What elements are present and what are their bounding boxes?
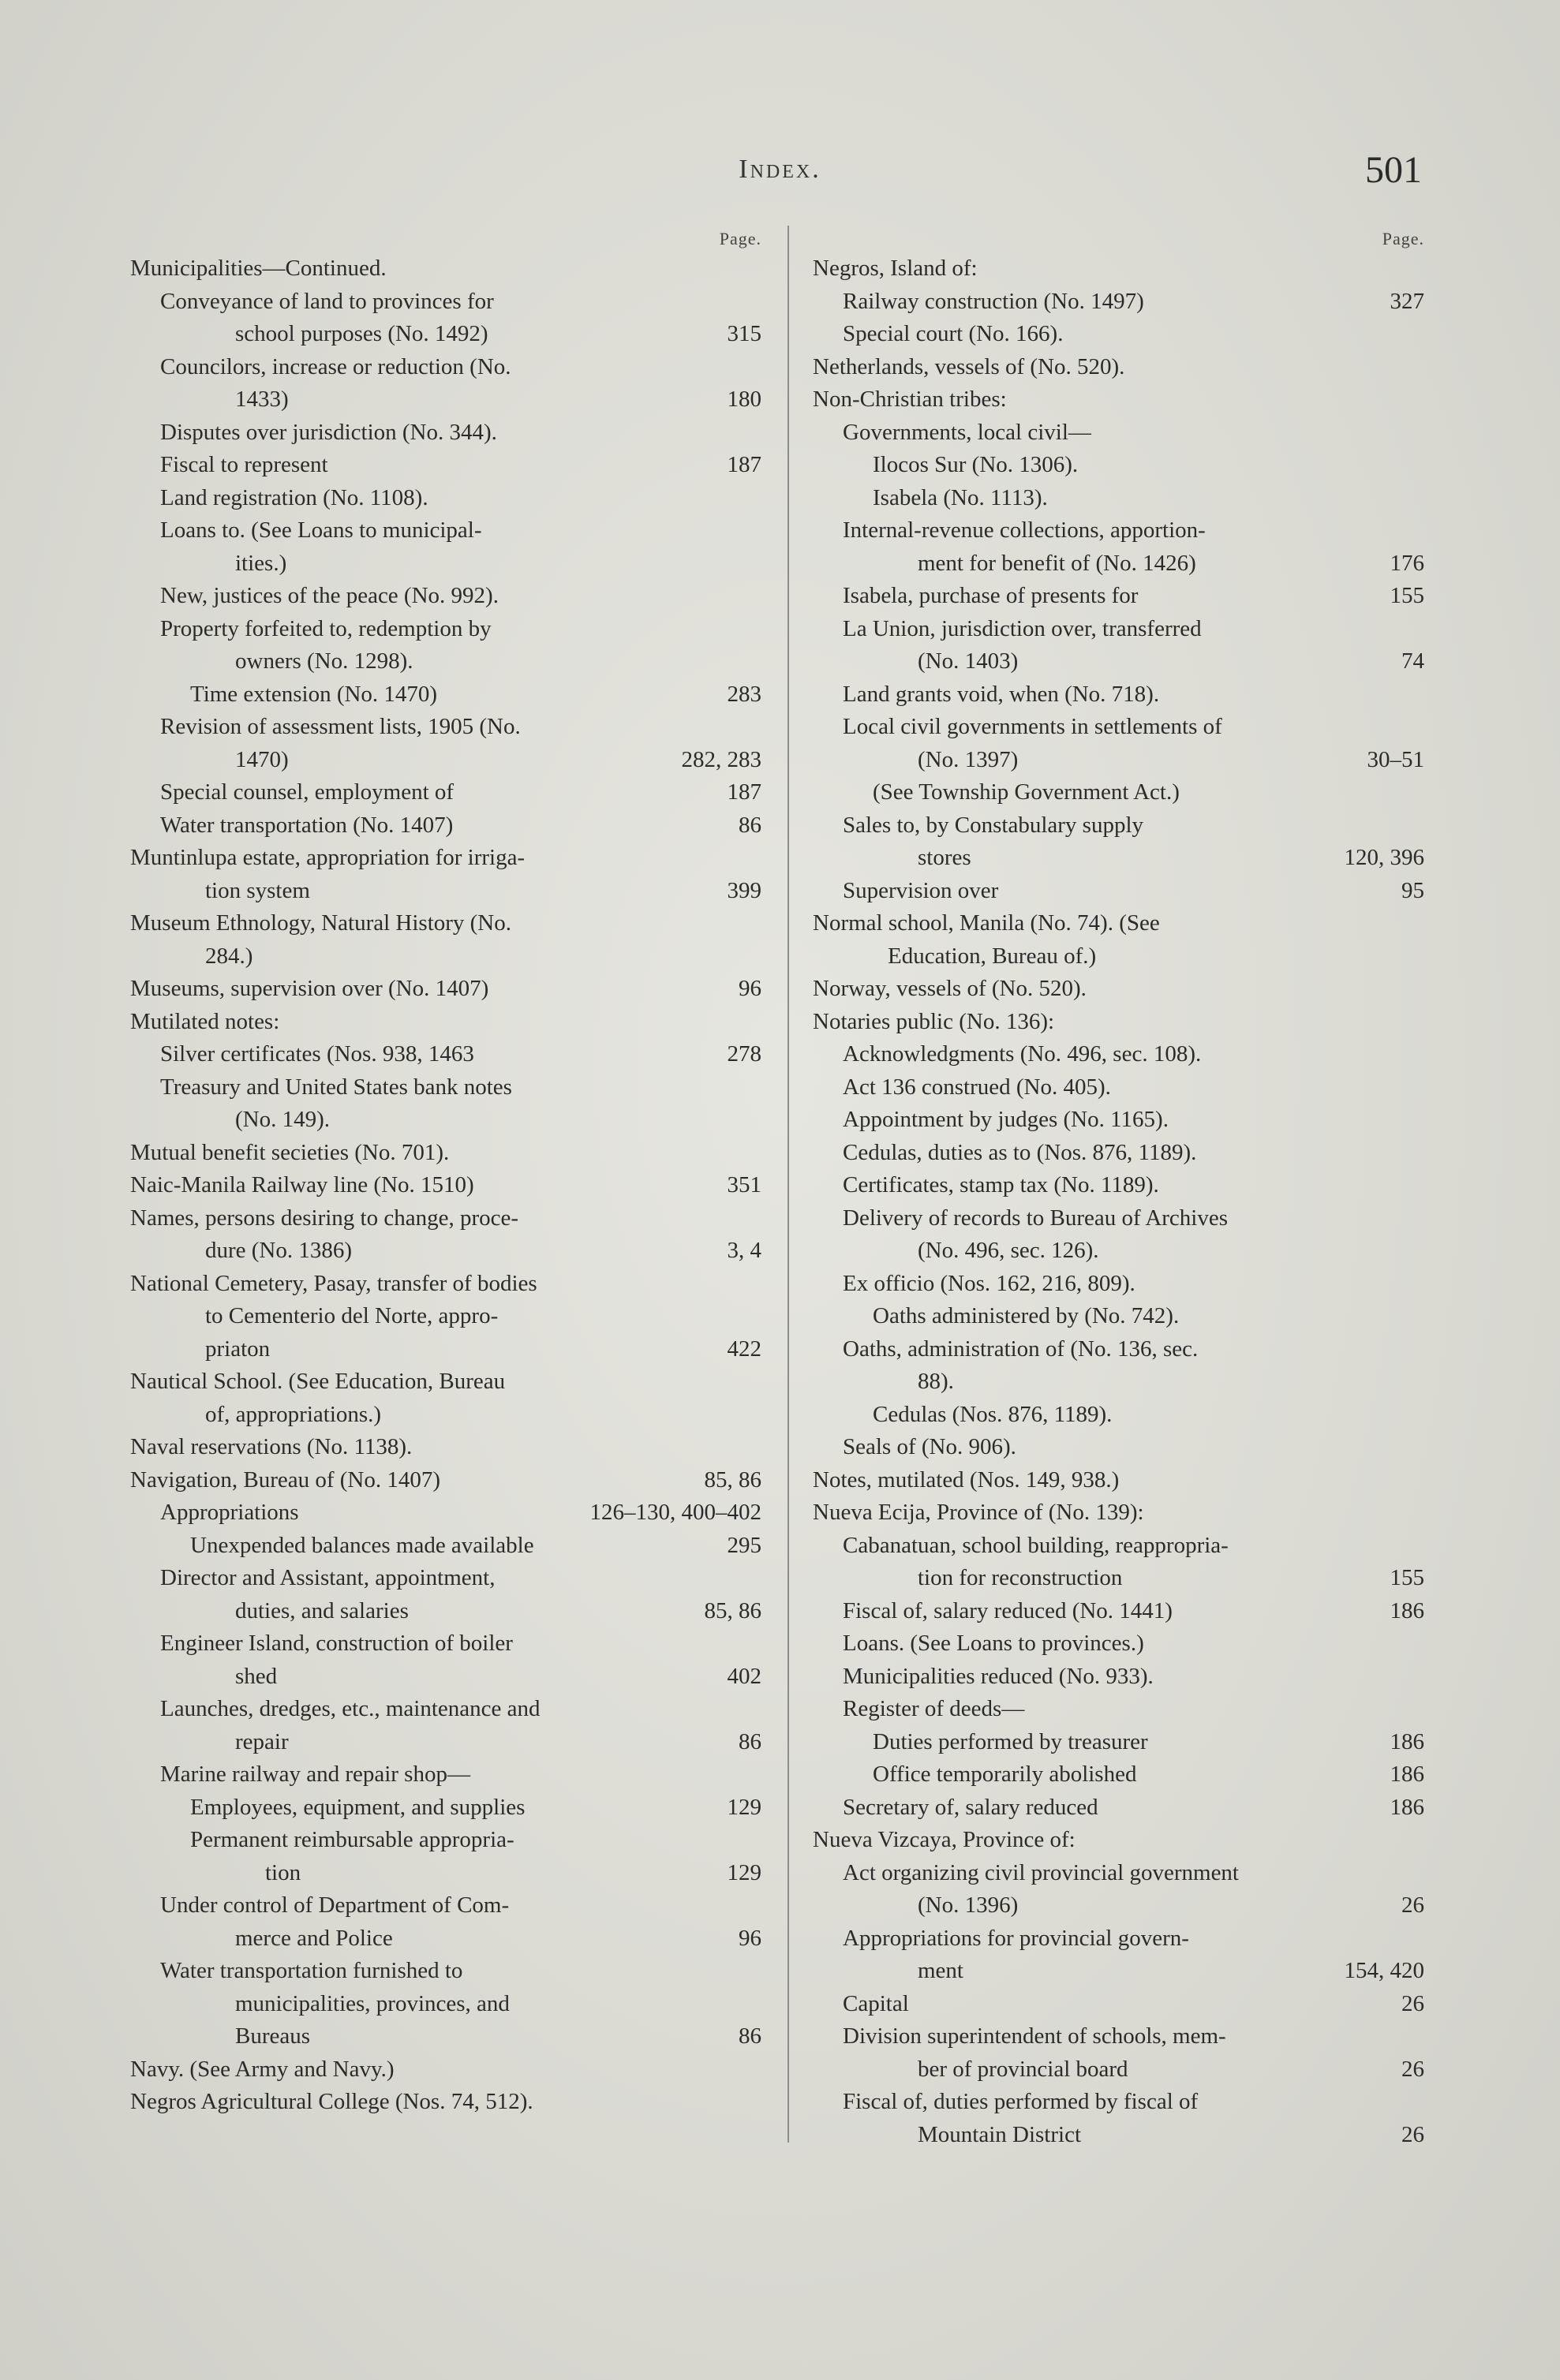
index-entry-page: 129 — [727, 1859, 761, 1885]
index-entry-line — [130, 1824, 761, 1857]
index-entry-line — [813, 645, 1424, 678]
index-entry-text: Notaries public (No. 136): — [813, 1008, 1055, 1034]
left-entries — [130, 252, 761, 2119]
index-entry-page: 26 — [1401, 2056, 1424, 2082]
index-entry-line — [130, 1431, 761, 1464]
index-entry-text: Unexpended balances made available — [190, 1532, 534, 1558]
index-entry-line — [813, 2020, 1424, 2053]
index-entry-text: Division superintendent of schools, mem- — [843, 2023, 1226, 2049]
index-entry-page: 154, 420 — [1344, 1958, 1424, 1983]
index-entry-line — [813, 1792, 1424, 1825]
index-entry-text: 88). — [918, 1369, 954, 1394]
index-entry-page: 95 — [1401, 877, 1424, 903]
index-entry-page: 295 — [727, 1532, 761, 1558]
index-entry-line — [130, 1235, 761, 1268]
index-entry-line — [130, 1693, 761, 1726]
index-entry-text: (No. 1403) — [918, 648, 1019, 674]
index-entry-line — [813, 580, 1424, 613]
index-entry-page: 187 — [727, 452, 761, 477]
index-entry-text: Cedulas (Nos. 876, 1189). — [873, 1401, 1113, 1427]
index-entry-line — [813, 1169, 1424, 1202]
index-entry-text: merce and Police — [235, 1925, 393, 1951]
index-entry-text: Duties performed by treasurer — [873, 1728, 1148, 1754]
index-entry-text: Names, persons desiring to change, proce- — [130, 1205, 519, 1231]
index-entry-line — [130, 417, 761, 450]
page-column-label: Page. — [1382, 229, 1424, 248]
index-entry-text: shed — [235, 1663, 278, 1689]
index-entry-text: New, justices of the peace (No. 992). — [160, 583, 499, 608]
index-entry-page: 26 — [1401, 1990, 1424, 2016]
index-entry-line — [130, 678, 761, 712]
index-entry-text: Secretary of, salary reduced — [843, 1794, 1098, 1820]
index-entry-page: 402 — [727, 1663, 761, 1689]
index-entry-line — [813, 1300, 1424, 1333]
index-entry-text: Museum Ethnology, Natural History (No. — [130, 910, 512, 936]
index-entry-line — [813, 1137, 1424, 1170]
index-entry-text: Seals of (No. 906). — [843, 1434, 1016, 1459]
index-entry-text: Ex officio (Nos. 162, 216, 809). — [843, 1270, 1135, 1296]
index-entry-page: 86 — [739, 812, 761, 838]
index-entry-text: 1470) — [235, 746, 289, 772]
index-entry-line — [130, 2086, 761, 2119]
index-entry-text: Local civil governments in settlements of — [843, 714, 1222, 739]
index-entry-line — [130, 1104, 761, 1137]
index-entry-line — [813, 514, 1424, 547]
index-entry-line — [130, 940, 761, 973]
index-entry-line — [130, 547, 761, 581]
index-entry-line — [130, 383, 761, 417]
index-entry-text: school purposes (No. 1492) — [235, 321, 488, 346]
index-entry-page: 176 — [1390, 550, 1424, 576]
index-entry-text: Conveyance of land to provinces for — [160, 288, 494, 314]
index-entry-line — [130, 1399, 761, 1432]
index-entry-line — [813, 1693, 1424, 1726]
index-entry-line — [813, 286, 1424, 319]
index-entry-line — [813, 744, 1424, 777]
index-entry-line — [813, 1431, 1424, 1464]
right-column — [813, 226, 1424, 2151]
index-entry-line — [813, 842, 1424, 875]
index-entry-text: Loans. (See Loans to provinces.) — [843, 1631, 1144, 1656]
index-entry-text: Muntinlupa estate, appropriation for irriga- — [130, 845, 526, 870]
index-entry-line — [813, 1071, 1424, 1104]
index-entry-text: Time extension (No. 1470) — [190, 681, 438, 707]
index-entry-text: La Union, jurisdiction over, transferred — [843, 615, 1202, 641]
index-entry-text: Delivery of records to Bureau of Archives — [843, 1205, 1229, 1231]
index-entry-line — [813, 1496, 1424, 1530]
index-entry-line — [130, 1300, 761, 1333]
page-number: 501 — [1365, 149, 1422, 191]
index-entry-line — [130, 711, 761, 744]
index-entry-text: Land grants void, when (No. 718). — [843, 681, 1160, 707]
left-column — [130, 226, 761, 2119]
index-entry-text: duties, and salaries — [235, 1597, 409, 1623]
index-entry-text: Bureaus — [235, 2023, 311, 2049]
index-entry-page: 187 — [727, 779, 761, 805]
index-entry-text: Treasury and United States bank notes — [160, 1074, 512, 1100]
index-entry-line — [130, 318, 761, 351]
index-entry-text: Notes, mutilated (Nos. 149, 938.) — [813, 1466, 1120, 1493]
index-entry-text: Supervision over — [843, 877, 999, 903]
index-entry-text: Land registration (No. 1108). — [160, 484, 428, 510]
index-entry-page: 278 — [727, 1041, 761, 1067]
index-entry-line — [813, 1399, 1424, 1432]
index-entry-line — [130, 1169, 761, 1202]
index-entry-text: Railway construction (No. 1497) — [843, 288, 1144, 314]
index-entry-text: Special court (No. 166). — [843, 321, 1064, 346]
index-entry-page: 85, 86 — [704, 1597, 761, 1623]
index-entry-line — [813, 1758, 1424, 1792]
index-entry-text: Appointment by judges (No. 1165). — [843, 1107, 1169, 1132]
index-entry-line — [813, 1202, 1424, 1235]
index-entry-text: Water transportation furnished to — [160, 1958, 463, 1983]
index-entry-line — [813, 678, 1424, 712]
index-entry-text: Cedulas, duties as to (Nos. 876, 1189). — [843, 1139, 1197, 1165]
index-entry-line — [813, 1006, 1424, 1039]
index-entry-text: Fiscal of, duties performed by fiscal of — [843, 2089, 1199, 2114]
index-entry-text: Internal-revenue collections, apportion- — [843, 517, 1206, 543]
index-entry-line — [813, 449, 1424, 482]
index-entry-text: repair — [235, 1728, 289, 1754]
index-entry-page: 327 — [1390, 288, 1424, 314]
index-entry-line — [813, 1104, 1424, 1137]
index-entry-line — [813, 2119, 1424, 2152]
index-entry-line — [813, 875, 1424, 908]
index-entry-text: Oaths, administration of (No. 136, sec. — [843, 1336, 1199, 1362]
index-entry-text: Councilors, increase or reduction (No. — [160, 353, 511, 379]
index-entry-text: Nautical School. (See Education, Bureau — [130, 1369, 506, 1394]
index-entry-text: Capital — [843, 1990, 909, 2016]
index-entry-text: National Cemetery, Pasay, transfer of bodies — [130, 1270, 537, 1296]
index-entry-text: Nueva Vizcaya, Province of: — [813, 1827, 1076, 1852]
index-entry-text: tion system — [205, 877, 310, 903]
page-column-label: Page. — [719, 229, 761, 248]
index-entry-text: Fiscal to represent — [160, 452, 328, 477]
index-entry-line — [813, 973, 1424, 1006]
index-entry-text: of, appropriations.) — [205, 1401, 382, 1427]
index-entry-text: Silver certificates (Nos. 938, 1463 — [160, 1041, 474, 1067]
index-entry-line — [813, 907, 1424, 940]
index-entry-page: 96 — [739, 1925, 761, 1951]
index-entry-text: Employees, equipment, and supplies — [190, 1794, 526, 1820]
index-entry-line — [130, 1464, 761, 1497]
index-entry-text: Water transportation (No. 1407) — [160, 812, 454, 838]
index-entry-text: Nueva Ecija, Province of (No. 139): — [813, 1500, 1144, 1525]
index-entry-text: 284.) — [205, 943, 253, 969]
index-entry-line — [130, 1627, 761, 1661]
index-entry-text: Isabela (No. 1113). — [873, 484, 1048, 510]
index-entry-line — [130, 1889, 761, 1922]
index-entry-text: Governments, local civil— — [843, 419, 1091, 445]
index-entry-page: 26 — [1401, 1892, 1424, 1918]
index-entry-page: 186 — [1390, 1728, 1424, 1754]
index-entry-text: Naic-Manila Railway line (No. 1510) — [130, 1172, 474, 1197]
index-entry-page: 120, 396 — [1344, 845, 1424, 870]
index-entry-line — [130, 1496, 761, 1530]
index-entry-line — [130, 2053, 761, 2087]
index-entry-page: 399 — [727, 877, 761, 903]
index-entry-text: ment — [918, 1958, 963, 1983]
index-entry-text: Appropriations for provincial govern- — [843, 1925, 1189, 1951]
index-entry-text: Register of deeds— — [843, 1696, 1025, 1721]
index-entry-line — [813, 1726, 1424, 1759]
index-entry-line — [813, 1562, 1424, 1595]
index-entry-line — [130, 351, 761, 384]
index-entry-line — [130, 645, 761, 678]
index-entry-line — [130, 1758, 761, 1792]
index-entry-text: (No. 1396) — [918, 1892, 1019, 1918]
index-entry-text: ment for benefit of (No. 1426) — [918, 550, 1196, 576]
index-entry-text: Mutual benefit secieties (No. 701). — [130, 1139, 450, 1165]
index-entry-line — [130, 449, 761, 482]
index-entry-text: Municipalities reduced (No. 933). — [843, 1663, 1154, 1689]
index-entry-line — [130, 613, 761, 646]
index-entry-text: stores — [918, 845, 971, 870]
index-entry-text: Municipalities—Continued. — [130, 256, 387, 281]
index-entry-line — [130, 1071, 761, 1104]
index-entry-page: 85, 86 — [704, 1466, 761, 1493]
index-entry-line — [130, 1202, 761, 1235]
index-entry-line — [130, 1268, 761, 1301]
index-entry-page: 155 — [1390, 583, 1424, 608]
index-entry-line — [813, 2053, 1424, 2087]
right-entries — [813, 252, 1424, 2151]
index-entry-text: Isabela, purchase of presents for — [843, 583, 1139, 608]
index-entry-text: Negros Agricultural College (Nos. 74, 512). — [130, 2089, 533, 2114]
column-divider — [787, 226, 789, 2143]
index-entry-text: Appropriations — [160, 1500, 299, 1525]
index-entry-line — [130, 1857, 761, 1890]
index-entry-line — [130, 1922, 761, 1956]
index-entry-line — [130, 580, 761, 613]
running-head: Index. — [739, 155, 821, 184]
index-entry-text: (No. 1397) — [918, 746, 1019, 772]
index-entry-page: 315 — [727, 321, 761, 346]
index-entry-text: to Cementerio del Norte, appro- — [205, 1303, 499, 1328]
index-entry-line — [813, 482, 1424, 515]
index-entry-text: Under control of Department of Com- — [160, 1892, 510, 1918]
index-entry-page: 283 — [727, 681, 761, 707]
index-entry-text: Norway, vessels of (No. 520). — [813, 976, 1087, 1001]
index-entry-line — [813, 1235, 1424, 1268]
index-entry-text: Sales to, by Constabulary supply — [843, 812, 1144, 838]
index-entry-text: Cabanatuan, school building, reappropria- — [843, 1532, 1229, 1558]
index-entry-text: ities.) — [235, 550, 287, 576]
index-entry-page: 422 — [727, 1336, 761, 1362]
index-entry-page: 30–51 — [1367, 746, 1424, 772]
index-entry-line — [813, 318, 1424, 351]
index-entry-page: 186 — [1390, 1794, 1424, 1820]
index-entry-line — [130, 1562, 761, 1595]
index-entry-line — [813, 1889, 1424, 1922]
index-entry-line — [130, 907, 761, 940]
index-entry-text: Loans to. (See Loans to municipal- — [160, 517, 482, 543]
index-entry-text: Revision of assessment lists, 1905 (No. — [160, 714, 521, 739]
index-entry-text: Fiscal of, salary reduced (No. 1441) — [843, 1597, 1173, 1623]
index-entry-line — [813, 809, 1424, 843]
index-entry-line — [813, 1038, 1424, 1071]
index-entry-line — [813, 1922, 1424, 1956]
index-entry-text: ber of provincial board — [918, 2056, 1128, 2082]
index-entry-page: 26 — [1401, 2121, 1424, 2147]
index-entry-text: Education, Bureau of.) — [888, 943, 1097, 969]
index-entry-line — [813, 1857, 1424, 1890]
index-entry-text: Launches, dredges, etc., maintenance and — [160, 1696, 541, 1721]
index-entry-line — [813, 417, 1424, 450]
index-entry-text: Naval reservations (No. 1138). — [130, 1434, 413, 1459]
index-entry-line — [130, 482, 761, 515]
index-entry-line — [130, 2020, 761, 2053]
index-entry-line — [813, 2086, 1424, 2119]
index-entry-line — [130, 286, 761, 319]
index-entry-line — [813, 613, 1424, 646]
index-entry-line — [813, 776, 1424, 809]
index-entry-text: Acknowledgments (No. 496, sec. 108). — [843, 1041, 1202, 1067]
index-entry-line — [813, 1661, 1424, 1694]
index-entry-text: Certificates, stamp tax (No. 1189). — [843, 1172, 1159, 1197]
index-entry-line — [130, 973, 761, 1006]
index-entry-line — [813, 711, 1424, 744]
index-entry-line — [130, 776, 761, 809]
index-entry-line — [130, 1661, 761, 1694]
index-entry-page: 86 — [739, 2023, 761, 2049]
index-entry-text: Act organizing civil provincial government — [843, 1859, 1239, 1885]
index-entry-text: owners (No. 1298). — [235, 648, 413, 674]
index-entry-text: Engineer Island, construction of boiler — [160, 1631, 513, 1656]
index-entry-text: dure (No. 1386) — [205, 1238, 353, 1263]
index-entry-line — [130, 1955, 761, 1988]
index-entry-text: Navigation, Bureau of (No. 1407) — [130, 1466, 441, 1493]
index-entry-line — [130, 1333, 761, 1366]
index-entry-text: Marine railway and repair shop— — [160, 1762, 470, 1787]
index-entry-text: Office temporarily abolished — [873, 1762, 1137, 1787]
index-entry-line — [813, 1627, 1424, 1661]
index-entry-text: tion for reconstruction — [918, 1565, 1123, 1590]
index-entry-page: 86 — [739, 1728, 761, 1754]
index-entry-text: Museums, supervision over (No. 1407) — [130, 976, 489, 1001]
index-entry-text: Negros, Island of: — [813, 256, 978, 281]
index-entry-text: (No. 496, sec. 126). — [918, 1238, 1099, 1263]
index-entry-text: priaton — [205, 1336, 271, 1362]
index-entry-text: (No. 149). — [235, 1107, 331, 1132]
index-entry-text: Mutilated notes: — [130, 1008, 280, 1034]
index-entry-page: 186 — [1390, 1597, 1424, 1623]
index-entry-line — [130, 514, 761, 547]
index-entry-line — [813, 351, 1424, 384]
index-entry-page: 3, 4 — [727, 1238, 761, 1263]
index-entry-line — [130, 1726, 761, 1759]
index-entry-line — [813, 1988, 1424, 2021]
index-entry-text: Act 136 construed (No. 405). — [843, 1074, 1111, 1100]
index-entry-text: Mountain District — [918, 2121, 1082, 2147]
index-entry-line — [813, 1595, 1424, 1628]
index-entry-page: 155 — [1390, 1565, 1424, 1590]
index-entry-line — [130, 842, 761, 875]
index-entry-line — [130, 1988, 761, 2021]
index-entry-line — [130, 875, 761, 908]
index-entry-text: Netherlands, vessels of (No. 520). — [813, 353, 1125, 379]
index-entry-line — [813, 1464, 1424, 1497]
index-entry-page: 282, 283 — [681, 746, 761, 772]
index-entry-page: 351 — [727, 1172, 761, 1197]
index-entry-text: Non-Christian tribes: — [813, 387, 1007, 412]
index-entry-line — [130, 1137, 761, 1170]
index-entry-text: Special counsel, employment of — [160, 779, 455, 805]
index-entry-line — [813, 252, 1424, 286]
index-entry-page: 74 — [1401, 648, 1424, 674]
index-entry-line — [813, 383, 1424, 417]
index-entry-line — [130, 1006, 761, 1039]
index-entry-text: Ilocos Sur (No. 1306). — [873, 452, 1079, 477]
index-entry-line — [130, 744, 761, 777]
index-entry-page: 129 — [727, 1794, 761, 1820]
index-entry-line — [813, 1268, 1424, 1301]
index-entry-line — [813, 1333, 1424, 1366]
index-entry-page: 186 — [1390, 1762, 1424, 1787]
index-entry-text: Disputes over jurisdiction (No. 344). — [160, 419, 497, 445]
index-entry-text: Navy. (See Army and Navy.) — [130, 2056, 395, 2082]
index-entry-line — [813, 1955, 1424, 1988]
index-entry-text: Director and Assistant, appointment, — [160, 1565, 496, 1590]
index-entry-page: 126–130, 400–402 — [589, 1500, 761, 1525]
index-entry-text: tion — [265, 1859, 301, 1885]
index-entry-line — [130, 809, 761, 843]
index-entry-line — [130, 1530, 761, 1563]
index-entry-line — [813, 547, 1424, 581]
index-entry-line — [130, 1366, 761, 1399]
index-entry-text: Property forfeited to, redemption by — [160, 615, 492, 641]
index-entry-line — [813, 1366, 1424, 1399]
index-entry-text: 1433) — [235, 387, 289, 412]
index-entry-text: Permanent reimbursable appropria- — [190, 1827, 514, 1852]
index-entry-line — [813, 1824, 1424, 1857]
index-entry-line — [130, 1038, 761, 1071]
index-entry-text: (See Township Government Act.) — [873, 779, 1180, 805]
index-entry-line — [130, 1792, 761, 1825]
index-entry-line — [130, 1595, 761, 1628]
index-entry-line — [813, 1530, 1424, 1563]
index-entry-line — [130, 252, 761, 286]
index-entry-text: municipalities, provinces, and — [235, 1990, 510, 2016]
index-entry-text: Normal school, Manila (No. 74). (See — [813, 910, 1160, 936]
index-entry-page: 180 — [727, 387, 761, 412]
index-entry-text: Oaths administered by (No. 742). — [873, 1303, 1180, 1328]
index-entry-page: 96 — [739, 976, 761, 1001]
index-entry-line — [813, 940, 1424, 973]
